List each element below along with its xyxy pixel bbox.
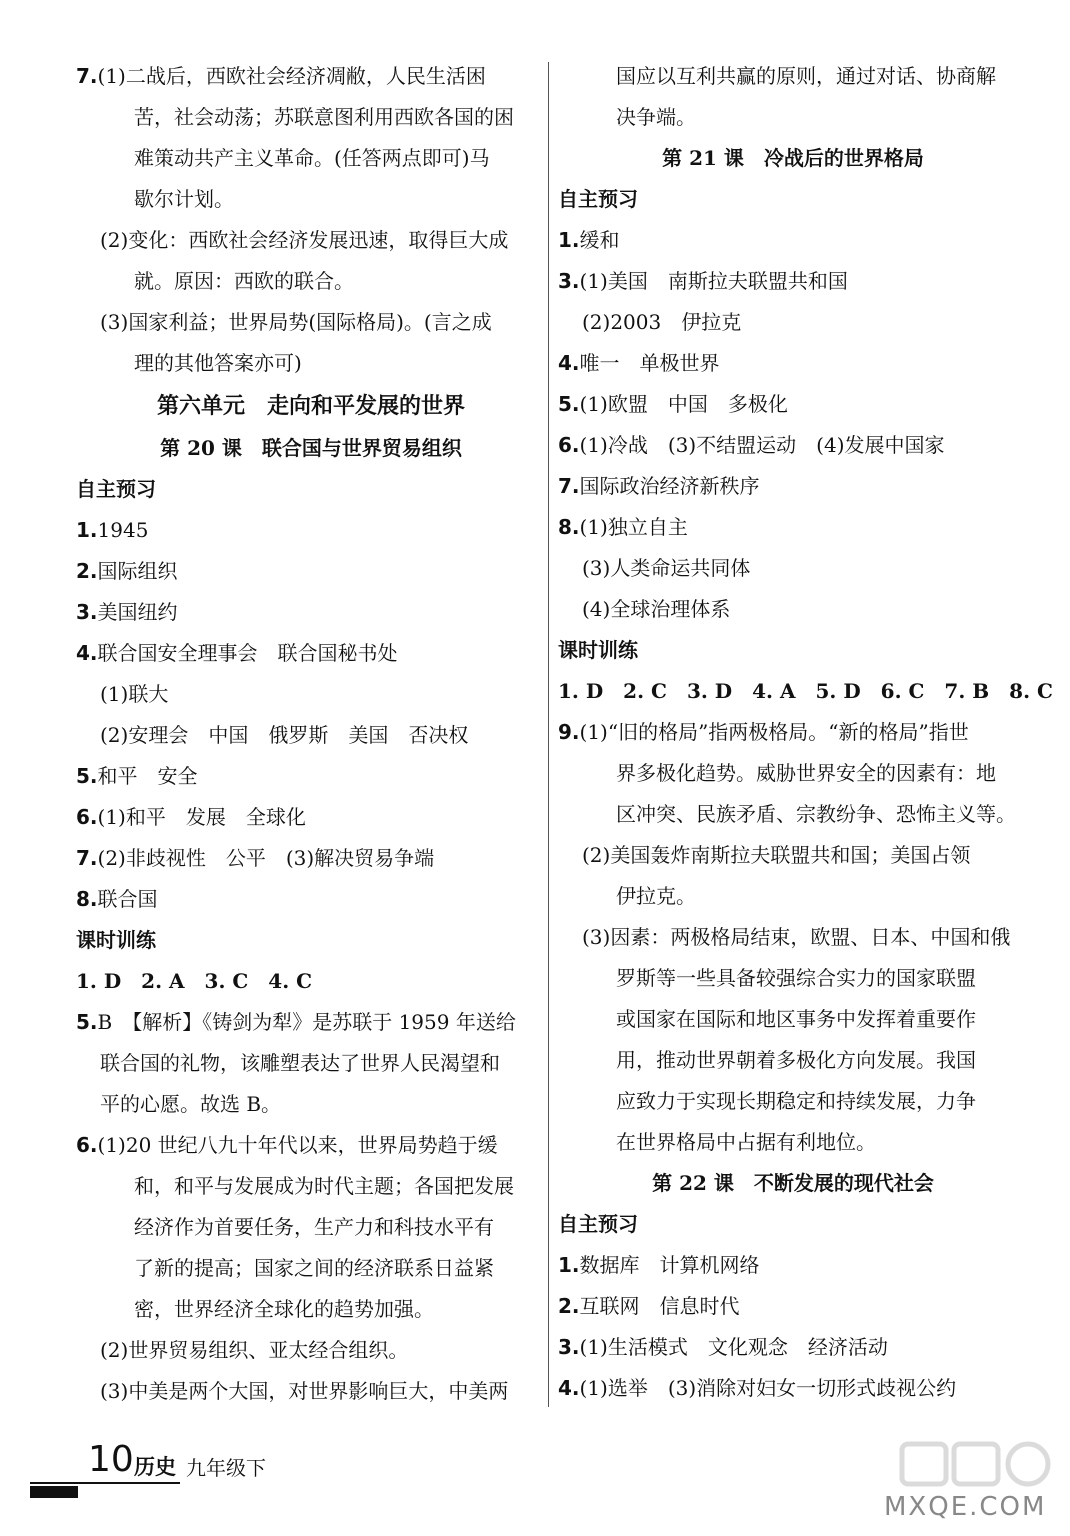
page-number: 10 xyxy=(88,1439,134,1480)
answer-line: (2)2003 伊拉克 xyxy=(582,310,742,334)
column-divider xyxy=(548,62,549,1407)
answer-line: 密，世界经济全球化的趋势加强。 xyxy=(134,1297,434,1321)
footer-bar xyxy=(30,1486,78,1498)
answer-line: 8.联合国 xyxy=(76,887,158,911)
answer-line: 2.国际组织 xyxy=(76,559,178,583)
answer-line: 界多极化趋势。威胁世界安全的因素有：地 xyxy=(616,761,996,785)
answer-line: (3)因素：两极格局结束，欧盟、日本、中国和俄 xyxy=(582,925,1011,949)
answer-line: 区冲突、民族矛盾、宗教纷争、恐怖主义等。 xyxy=(616,802,1016,826)
lesson-title: 第 22 课 不断发展的现代社会 xyxy=(652,1171,934,1195)
answer-line: (1)联大 xyxy=(100,682,169,706)
answer-line: 平的心愿。故选 B。 xyxy=(100,1092,282,1116)
answer-line: 理的其他答案亦可) xyxy=(134,351,302,375)
choice-answers: 1. D 2. C 3. D 4. A 5. D 6. C 7. B 8. C xyxy=(558,679,1053,703)
answer-line: 苦，社会动荡；苏联意图利用西欧各国的困 xyxy=(134,105,514,129)
section-heading: 自主预习 xyxy=(558,187,638,211)
answer-line: (3)国家利益；世界局势(国际格局)。(言之成 xyxy=(100,310,492,334)
section-heading: 自主预习 xyxy=(558,1212,638,1236)
answer-line: (2)世界贸易组织、亚太经合组织。 xyxy=(100,1338,409,1362)
answer-line: 7.国际政治经济新秩序 xyxy=(558,474,760,498)
answer-line: 或国家在国际和地区事务中发挥着重要作 xyxy=(616,1007,976,1031)
answer-line: 用，推动世界朝着多极化方向发展。我国 xyxy=(616,1048,976,1072)
answer-line: 在世界格局中占据有利地位。 xyxy=(616,1130,876,1154)
answer-line: 和，和平与发展成为时代主题；各国把发展 xyxy=(134,1174,514,1198)
answer-line: (3)人类命运共同体 xyxy=(582,556,751,580)
answer-line: 4.(1)选举 (3)消除对妇女一切形式歧视公约 xyxy=(558,1376,957,1400)
section-heading: 课时训练 xyxy=(76,928,156,952)
answer-line: (4)全球治理体系 xyxy=(582,597,731,621)
right-column xyxy=(558,56,1053,1409)
answer-line: 了新的提高；国家之间的经济联系日益紧 xyxy=(134,1256,494,1280)
answer-line: 歇尔计划。 xyxy=(134,187,234,211)
answer-line: 2.互联网 信息时代 xyxy=(558,1294,740,1318)
footer-rule xyxy=(30,1482,180,1484)
unit-title: 第六单元 走向和平发展的世界 xyxy=(156,393,465,419)
answer-line: 伊拉克。 xyxy=(616,884,696,908)
answer-line: 3.(1)生活模式 文化观念 经济活动 xyxy=(558,1335,888,1359)
answer-line: 8.(1)独立自主 xyxy=(558,515,688,539)
answer-line: 罗斯等一些具备较强综合实力的国家联盟 xyxy=(616,966,976,990)
answer-line: 5.B 【解析】《铸剑为犁》是苏联于 1959 年送给 xyxy=(76,1010,516,1034)
answer-line: 6.(1)冷战 (3)不结盟运动 (4)发展中国家 xyxy=(558,433,945,457)
answer-line: 4.联合国安全理事会 联合国秘书处 xyxy=(76,641,398,665)
answer-line: 7.(1)二战后，西欧社会经济凋敝，人民生活困 xyxy=(76,64,486,88)
answer-line: 5.和平 安全 xyxy=(76,764,198,788)
answer-line: 联合国的礼物，该雕塑表达了世界人民渴望和 xyxy=(100,1051,500,1075)
answer-line: 决争端。 xyxy=(616,105,696,129)
answer-line: 国应以互利共赢的原则，通过对话、协商解 xyxy=(616,64,996,88)
lesson-title: 第 20 课 联合国与世界贸易组织 xyxy=(160,436,462,460)
subject-label: 历史 xyxy=(134,1455,176,1479)
answer-line: (2)美国轰炸南斯拉夫联盟共和国；美国占领 xyxy=(582,843,971,867)
answer-line: 1.数据库 计算机网络 xyxy=(558,1253,760,1277)
answer-line: 3.美国纽约 xyxy=(76,600,178,624)
grade-label: 九年级下 xyxy=(186,1456,266,1480)
answer-line: 就。原因：西欧的联合。 xyxy=(134,269,354,293)
answer-line: (2)变化：西欧社会经济发展迅速，取得巨大成 xyxy=(100,228,509,252)
answer-line: 9.(1)“旧的格局”指两极格局。“新的格局”指世 xyxy=(558,720,969,744)
answer-line: 4.唯一 单极世界 xyxy=(558,351,720,375)
answer-line: 6.(1)和平 发展 全球化 xyxy=(76,805,306,829)
answer-line: (2)安理会 中国 俄罗斯 美国 否决权 xyxy=(100,723,469,747)
choice-answers: 1. D 2. A 3. C 4. C xyxy=(76,969,313,993)
section-heading: 自主预习 xyxy=(76,477,156,501)
answer-line: 经济作为首要任务，生产力和科技水平有 xyxy=(134,1215,494,1239)
answer-line: 5.(1)欧盟 中国 多极化 xyxy=(558,392,788,416)
lesson-title: 第 21 课 冷战后的世界格局 xyxy=(662,146,924,170)
answer-line: 6.(1)20 世纪八九十年代以来，世界局势趋于缓 xyxy=(76,1133,498,1157)
left-column xyxy=(76,56,546,1412)
answer-line: 1.缓和 xyxy=(558,228,620,252)
answer-line: 1.1945 xyxy=(76,518,149,542)
answer-line: 难策动共产主义革命。(任答两点即可)马 xyxy=(134,146,490,170)
answer-line: 应致力于实现长期稳定和持续发展，力争 xyxy=(616,1089,976,1113)
answer-line: (3)中美是两个大国，对世界影响巨大，中美两 xyxy=(100,1379,509,1403)
answer-line: 3.(1)美国 南斯拉夫联盟共和国 xyxy=(558,269,848,293)
answer-line: 7.(2)非歧视性 公平 (3)解决贸易争端 xyxy=(76,846,435,870)
section-heading: 课时训练 xyxy=(558,638,638,662)
watermark-text: MXQE.COM xyxy=(884,1492,1047,1522)
